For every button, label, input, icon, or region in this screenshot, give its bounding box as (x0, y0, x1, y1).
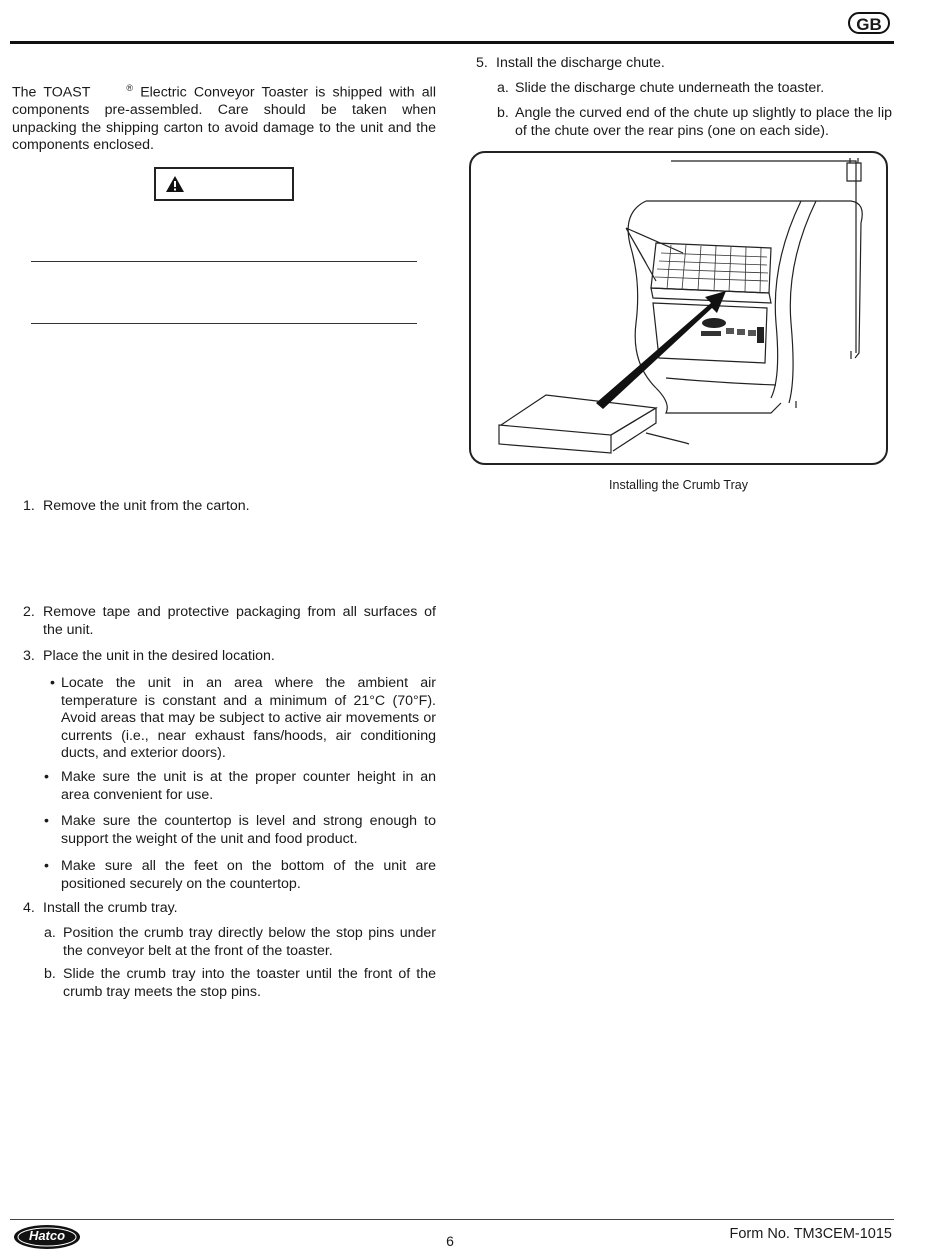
step-number: 3. (23, 648, 35, 664)
bullet-icon: • (50, 675, 55, 691)
footer-logo-text: Hatco (28, 1228, 66, 1243)
header-rule (10, 41, 894, 44)
intro-brand: The TOAST (12, 84, 91, 101)
registered-mark: ® (126, 83, 134, 93)
bullet-text: Make sure the countertop is level and strong enough to support the weight of the unit and food product. (61, 813, 436, 847)
substep-letter: a. (497, 80, 509, 96)
divider-lower (31, 323, 417, 324)
bullet-text: Locate the unit in an area where the ambient air temperature is constant and a minimum of 21°C (70°F). Avoid areas that may be subject to active air movements or currents (i.e., near exhaust fans/hoods, air conditioning ducts, and exterior doors). (61, 675, 436, 761)
step-number: 4. (23, 900, 35, 916)
substep-letter: b. (44, 966, 56, 982)
bullet-icon: • (44, 858, 49, 874)
substep-text: Angle the curved end of the chute up slightly to place the lip of the chute over the rear pins (one on each side). (515, 105, 892, 139)
substep-item (497, 105, 892, 140)
step-number: 1. (23, 498, 35, 514)
step-item (23, 604, 436, 639)
step-text: Remove the unit from the carton. (43, 498, 250, 514)
step-item (23, 648, 436, 666)
substep-text: Slide the discharge chute underneath the toaster. (515, 80, 825, 96)
step-number: 5. (476, 55, 488, 71)
step-text: Remove tape and protective packaging from all surfaces of the unit. (43, 604, 436, 638)
step-text: Install the discharge chute. (496, 55, 665, 71)
bullet-item (50, 675, 436, 763)
substep-letter: b. (497, 105, 509, 121)
warning-box (154, 167, 294, 201)
substep-item (44, 925, 436, 960)
step-item (23, 498, 436, 516)
figure-caption: Installing the Crumb Tray (609, 478, 748, 492)
step-text: Install the crumb tray. (43, 900, 178, 916)
bullet-item (44, 769, 436, 804)
substep-text: Slide the crumb tray into the toaster until the front of the crumb tray meets the stop pins. (63, 966, 436, 1000)
form-number: Form No. TM3CEM-1015 (729, 1226, 892, 1242)
substep-item (497, 80, 892, 98)
footer-rule (10, 1219, 894, 1220)
language-badge: GB (848, 12, 890, 34)
bullet-text: Make sure the unit is at the proper counter height in an area convenient for use. (61, 769, 436, 803)
warning-icon (165, 175, 185, 193)
substep-item (44, 966, 436, 1001)
substep-text: Position the crumb tray directly below the stop pins under the conveyor belt at the front of the toaster. (63, 925, 436, 959)
substep-letter: a. (44, 925, 56, 941)
step-item (23, 900, 436, 918)
step-text: Place the unit in the desired location. (43, 648, 275, 664)
intro-paragraph (12, 80, 436, 155)
bullet-item (44, 858, 436, 893)
bullet-text: Make sure all the feet on the bottom of the unit are positioned securely on the countertop. (61, 858, 436, 892)
step-item (476, 55, 892, 73)
intro-text: Electric Conveyor Toaster is shipped with all components pre-assembled. Care should be taken when unpacking the shipping carton to avoid damage to the unit and the components enclosed. (12, 84, 436, 154)
page-number: 6 (446, 1233, 454, 1249)
toaster-illustration (471, 153, 886, 463)
bullet-icon: • (44, 813, 49, 829)
hatco-logo (13, 1224, 81, 1255)
step-number: 2. (23, 604, 35, 620)
divider-upper (31, 261, 417, 262)
bullet-item (44, 813, 436, 848)
bullet-icon: • (44, 769, 49, 785)
crumb-tray-figure (469, 151, 888, 465)
